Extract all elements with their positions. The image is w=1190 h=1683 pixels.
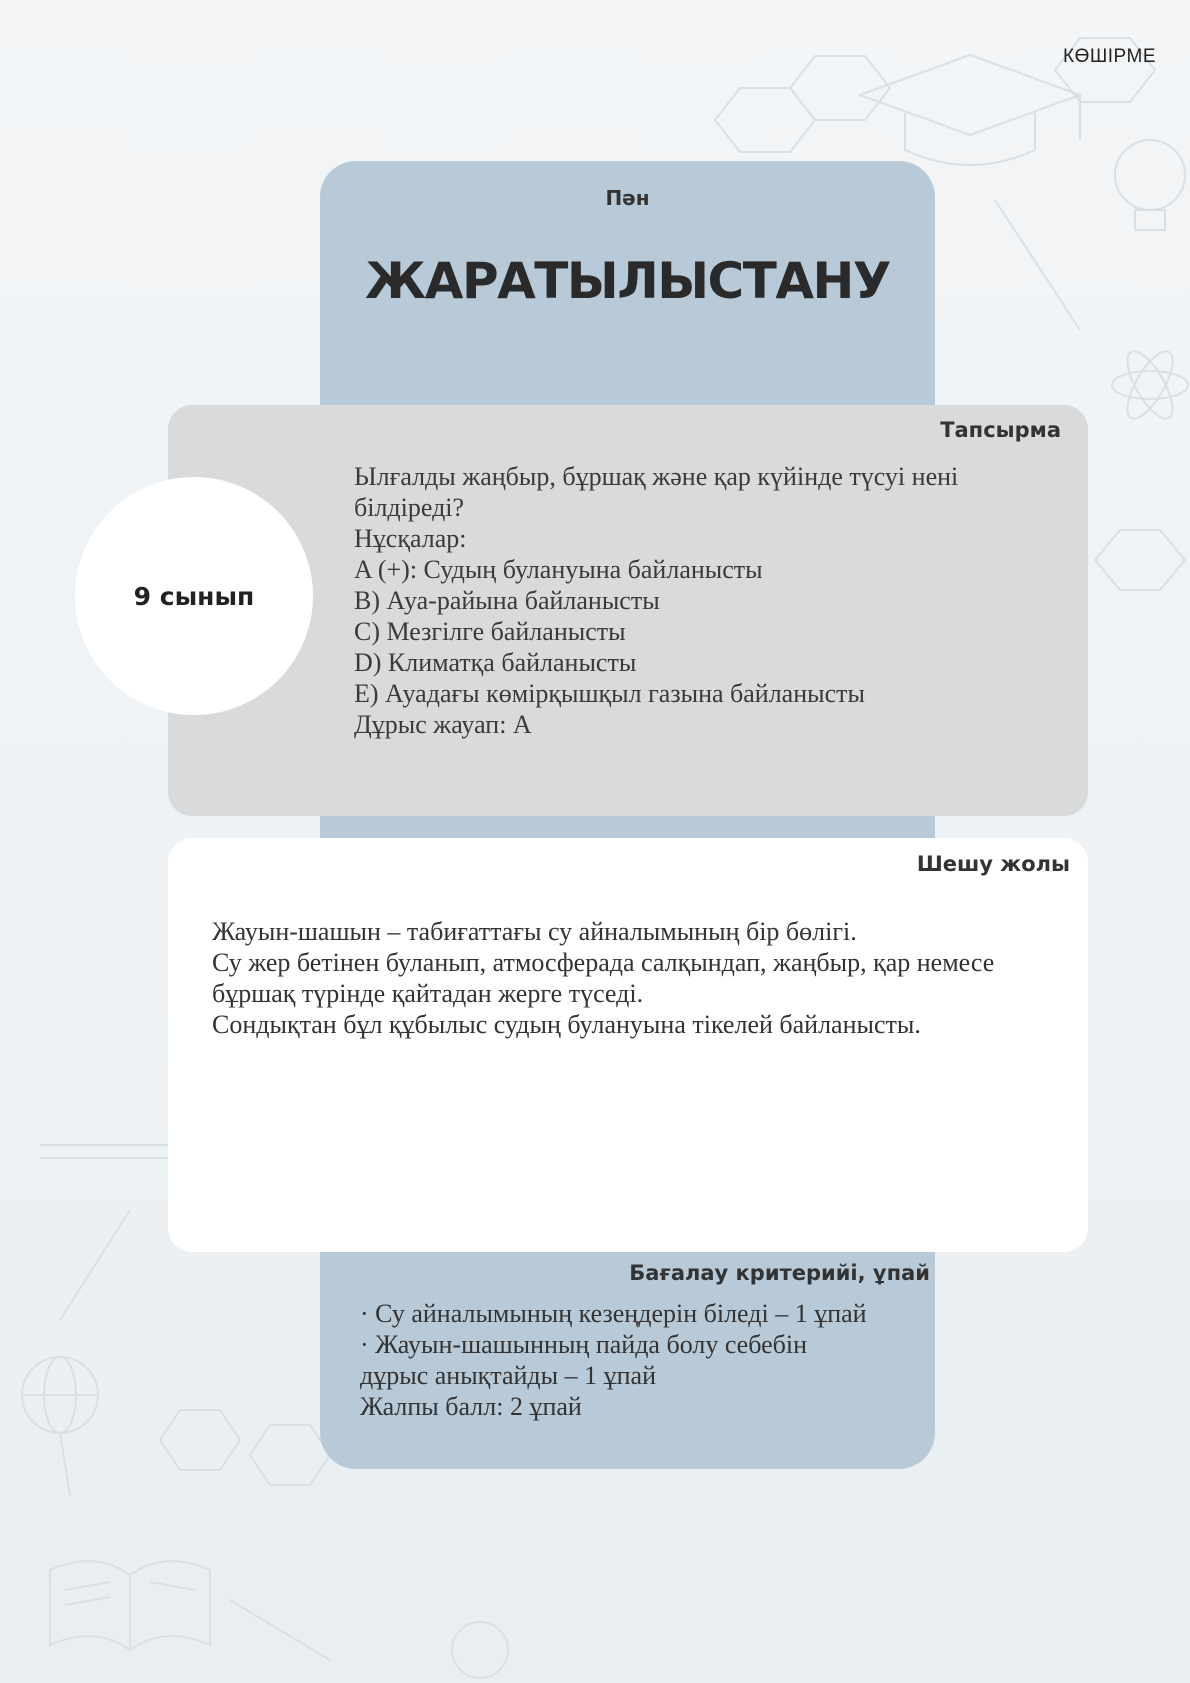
hexagon-icon [160, 1410, 240, 1470]
criteria-line: · Жауын-шашынның пайда болу себебін [360, 1330, 808, 1359]
criteria-line: дұрыс анықтайды – 1 ұпай [360, 1361, 656, 1390]
task-option: C) Мезгілге байланысты [354, 617, 626, 646]
criteria-label: Бағалау критерийі, ұпай [629, 1261, 930, 1285]
task-line: Ылғалды жаңбыр, бұршақ және қар күйінде түсуі нені [354, 462, 959, 491]
task-text [354, 461, 1054, 740]
graduation-cap-icon [860, 55, 1080, 165]
criteria-text [360, 1298, 920, 1422]
grade-label: 9 сынып [133, 581, 255, 611]
magnifier-icon [452, 1622, 508, 1678]
solution-label: Шешу жолы [916, 852, 1070, 876]
hexagon-icon [1095, 530, 1185, 590]
solution-line: Су жер бетінен буланып, атмосферада салқындап, жаңбыр, қар немесе [212, 948, 995, 977]
criteria-total: Жалпы балл: 2 ұпай [360, 1392, 582, 1421]
task-option: B) Ауа-райына байланысты [354, 586, 660, 615]
grade-badge [75, 477, 313, 715]
task-line: білдіреді? [354, 493, 465, 522]
subject-label: Пән [605, 186, 650, 210]
task-line: Нұсқалар: [354, 524, 467, 553]
solution-card [168, 838, 1088, 1252]
task-label: Тапсырма [940, 418, 1061, 442]
task-option: A (+): Судың булануына байланысты [354, 555, 763, 584]
watermark-label: КӨШІРМЕ [1063, 46, 1156, 67]
task-answer: Дұрыс жауап: А [354, 710, 532, 739]
solution-line: бұршақ түрінде қайтадан жерге түседі. [212, 979, 644, 1008]
solution-text [212, 916, 1062, 1040]
task-option: E) Ауадағы көмірқышқыл газына байланысты [354, 679, 865, 708]
solution-line: Сондықтан бұл құбылыс судың булануына тікелей байланысты. [212, 1010, 921, 1039]
subject-title: ЖАРАТЫЛЫСТАНУ [365, 252, 890, 310]
task-option: D) Климатқа байланысты [354, 648, 637, 677]
solution-line: Жауын-шашын – табиғаттағы су айналымының бір бөлігі. [212, 917, 857, 946]
hexagon-icon [250, 1425, 330, 1485]
book-icon [50, 1561, 210, 1650]
atom-icon [1112, 345, 1188, 425]
criteria-line: · Су айналымының кезеңдерін біледі – 1 ұпай [360, 1299, 867, 1328]
globe-icon [22, 1357, 98, 1433]
hexagon-icon [790, 56, 890, 120]
hexagon-icon [715, 88, 815, 152]
lightbulb-icon [1115, 140, 1185, 230]
